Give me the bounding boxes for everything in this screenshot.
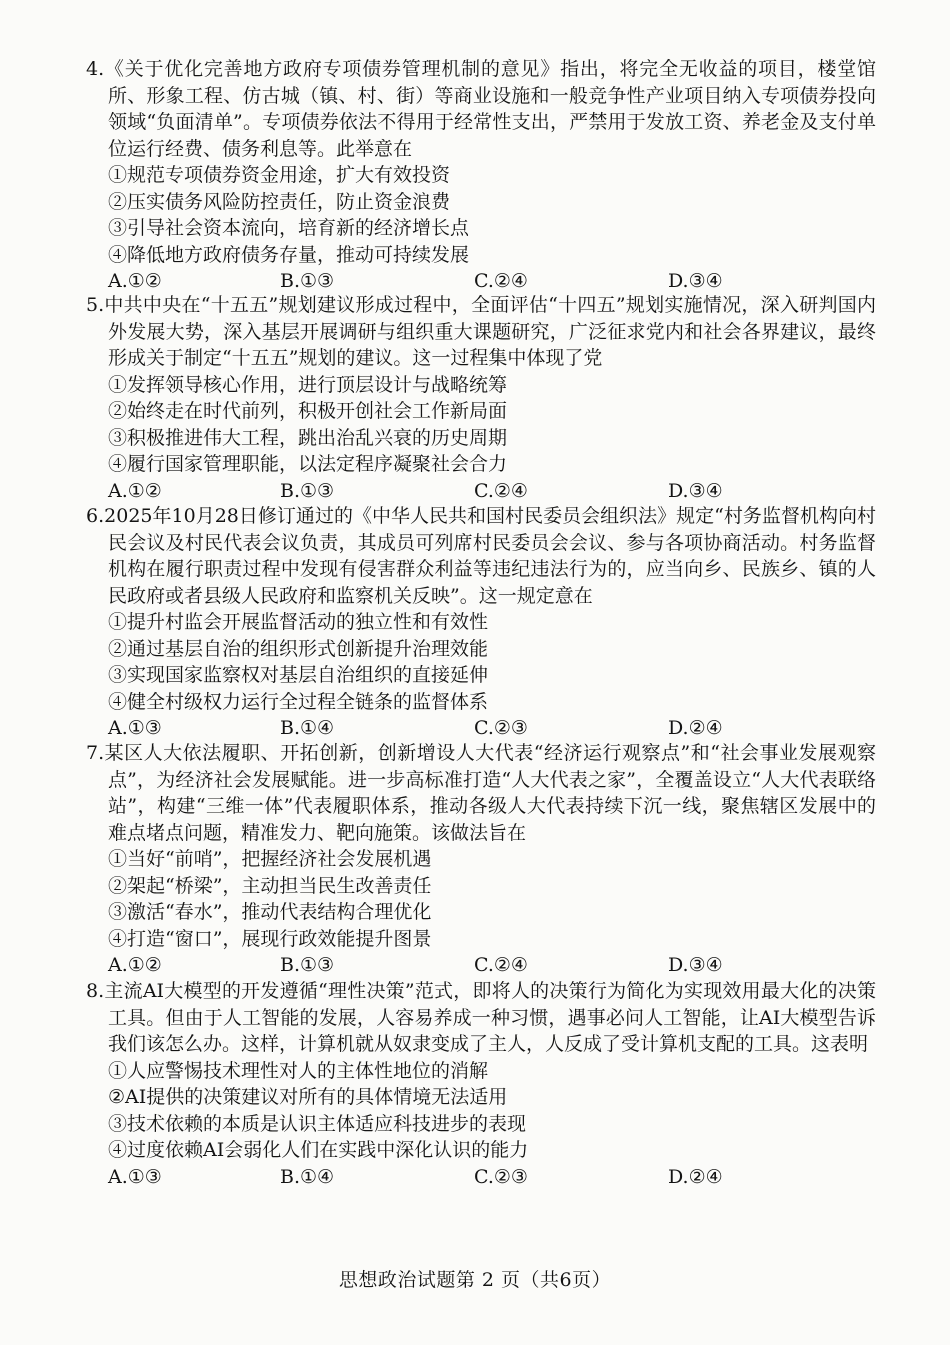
statement-2: ②压实债务风险防控责任，防止资金浪费 <box>108 190 451 213</box>
question-5 <box>86 292 876 504</box>
choice-a: A.①② <box>108 270 162 292</box>
choice-a: A.①② <box>108 479 162 502</box>
answer-choices <box>86 952 876 978</box>
question-stem <box>86 292 876 372</box>
choice-d: D.②④ <box>668 1165 723 1188</box>
question-number: 5. <box>86 294 105 316</box>
page-footer: 思想政治试题第 2 页（共6页） <box>338 1269 612 1291</box>
choice-b: B.①④ <box>280 717 335 739</box>
choice-b: B.①③ <box>280 954 335 976</box>
answer-choices <box>86 1164 876 1190</box>
statement-1: ①当好“前哨”，把握经济社会发展机遇 <box>108 848 432 870</box>
question-number: 4. <box>86 58 105 80</box>
statement-2: ②架起“桥梁”，主动担当民生改善责任 <box>108 874 432 897</box>
statement-2: ②AI提供的决策建议对所有的具体情境无法适用 <box>108 1086 508 1108</box>
choice-b: B.①③ <box>280 479 335 502</box>
statement-1: ①规范专项债券资金用途，扩大有效投资 <box>108 164 451 186</box>
answer-choices <box>86 715 876 741</box>
choice-d: D.③④ <box>668 270 723 292</box>
statement-list <box>86 372 876 478</box>
statement-2: ②通过基层自治的组织形式创新提升治理效能 <box>108 637 489 660</box>
choice-c: C.②③ <box>474 1165 528 1188</box>
statement-4: ④健全村级权力运行全过程全链条的监督体系 <box>108 690 489 713</box>
statement-list <box>86 162 876 268</box>
statement-list <box>86 609 876 715</box>
statement-1: ①发挥领导核心作用，进行顶层设计与战略统筹 <box>108 373 508 396</box>
choice-d: D.③④ <box>668 479 723 502</box>
choice-a: A.①③ <box>108 1165 162 1188</box>
question-6 <box>86 503 876 741</box>
answer-choices <box>86 268 876 294</box>
statement-list <box>86 846 876 952</box>
choice-c: C.②④ <box>474 479 528 502</box>
statement-3: ③激活“春水”，推动代表结构合理优化 <box>108 901 432 923</box>
question-4 <box>86 56 876 294</box>
question-number: 7. <box>86 742 105 764</box>
choice-b: B.①③ <box>280 270 335 292</box>
choice-c: C.②④ <box>474 270 528 292</box>
statement-1: ①人应警惕技术理性对人的主体性地位的消解 <box>108 1059 489 1082</box>
question-text: 主流AI大模型的开发遵循“理性决策”范式，即将人的决策行为简化为实现效用最大化的决策工具。但由于人工智能的发展，人容易养成一种习惯，遇事必问人工智能，让AI大模型告诉我们该怎么办。这样，计算机就从奴隶变成了主人，人反成了受计算机支配的工具。这表明 <box>104 980 876 1055</box>
question-stem <box>86 978 876 1058</box>
statement-1: ①提升村监会开展监督活动的独立性和有效性 <box>108 611 489 633</box>
statement-3: ③实现国家监察权对基层自治组织的直接延伸 <box>108 664 489 686</box>
question-text: 中共中央在“十五五”规划建议形成过程中，全面评估“十四五”规划实施情况，深入研判国内外发展大势，深入基层开展调研与组织重大课题研究，广泛征求党内和社会各界建议，最终形成关于制定“十五五”规划的建议。这一过程集中体现了党 <box>104 294 876 369</box>
choice-b: B.①④ <box>280 1165 335 1188</box>
answer-choices <box>86 478 876 504</box>
choice-d: D.②④ <box>668 717 723 739</box>
statement-3: ③引导社会资本流向，培育新的经济增长点 <box>108 217 470 239</box>
question-8 <box>86 978 876 1190</box>
question-number: 6. <box>86 505 105 527</box>
statement-2: ②始终走在时代前列，积极开创社会工作新局面 <box>108 400 508 422</box>
statement-list <box>86 1058 876 1164</box>
statement-4: ④打造“窗口”，展现行政效能提升图景 <box>108 927 432 950</box>
choice-c: C.②③ <box>474 717 528 739</box>
question-text: 某区人大依法履职、开拓创新，创新增设人大代表“经济运行观察点”和“社会事业发展观察点”，为经济社会发展赋能。进一步高标准打造“人大代表之家”，全覆盖设立“人大代表联络站”，构建“三维一体”代表履职体系，推动各级人大代表持续下沉一线，聚焦辖区发展中的难点堵点问题，精准发力、靶向施策。该做法旨在 <box>104 742 876 844</box>
question-7 <box>86 740 876 978</box>
question-number: 8. <box>86 980 105 1002</box>
choice-a: A.①② <box>108 954 162 976</box>
choice-c: C.②④ <box>474 954 528 976</box>
choice-a: A.①③ <box>108 717 162 739</box>
statement-4: ④履行国家管理职能，以法定程序凝聚社会合力 <box>108 453 508 475</box>
statement-3: ③技术依赖的本质是认识主体适应科技进步的表现 <box>108 1112 527 1135</box>
question-stem <box>86 740 876 846</box>
statement-4: ④过度依赖AI会弱化人们在实践中深化认识的能力 <box>108 1139 529 1161</box>
question-text: 《关于优化完善地方政府专项债券管理机制的意见》指出，将完全无收益的项目，楼堂馆所、形象工程、仿古城（镇、村、街）等商业设施和一般竞争性产业项目纳入专项债券投向领域“负面清单”。专项债券依法不得用于经常性支出，严禁用于发放工资、养老金及支付单位运行经费、债务利息等。此举意在 <box>104 58 876 160</box>
question-stem <box>86 56 876 162</box>
question-stem <box>86 503 876 609</box>
choice-d: D.③④ <box>668 954 723 976</box>
statement-4: ④降低地方政府债务存量，推动可持续发展 <box>108 243 470 266</box>
statement-3: ③积极推进伟大工程，跳出治乱兴衰的历史周期 <box>108 426 508 449</box>
question-text: 2025年10月28日修订通过的《中华人民共和国村民委员会组织法》规定“村务监督机构向村民会议及村民代表会议负责，其成员可列席村民委员会会议、参与各项协商活动。村务监督机构在履行职责过程中发现有侵害群众利益等违纪违法行为的，应当向乡、民族乡、镇的人民政府或者县级人民政府和监察机关反映”。这一规定意在 <box>104 505 876 607</box>
